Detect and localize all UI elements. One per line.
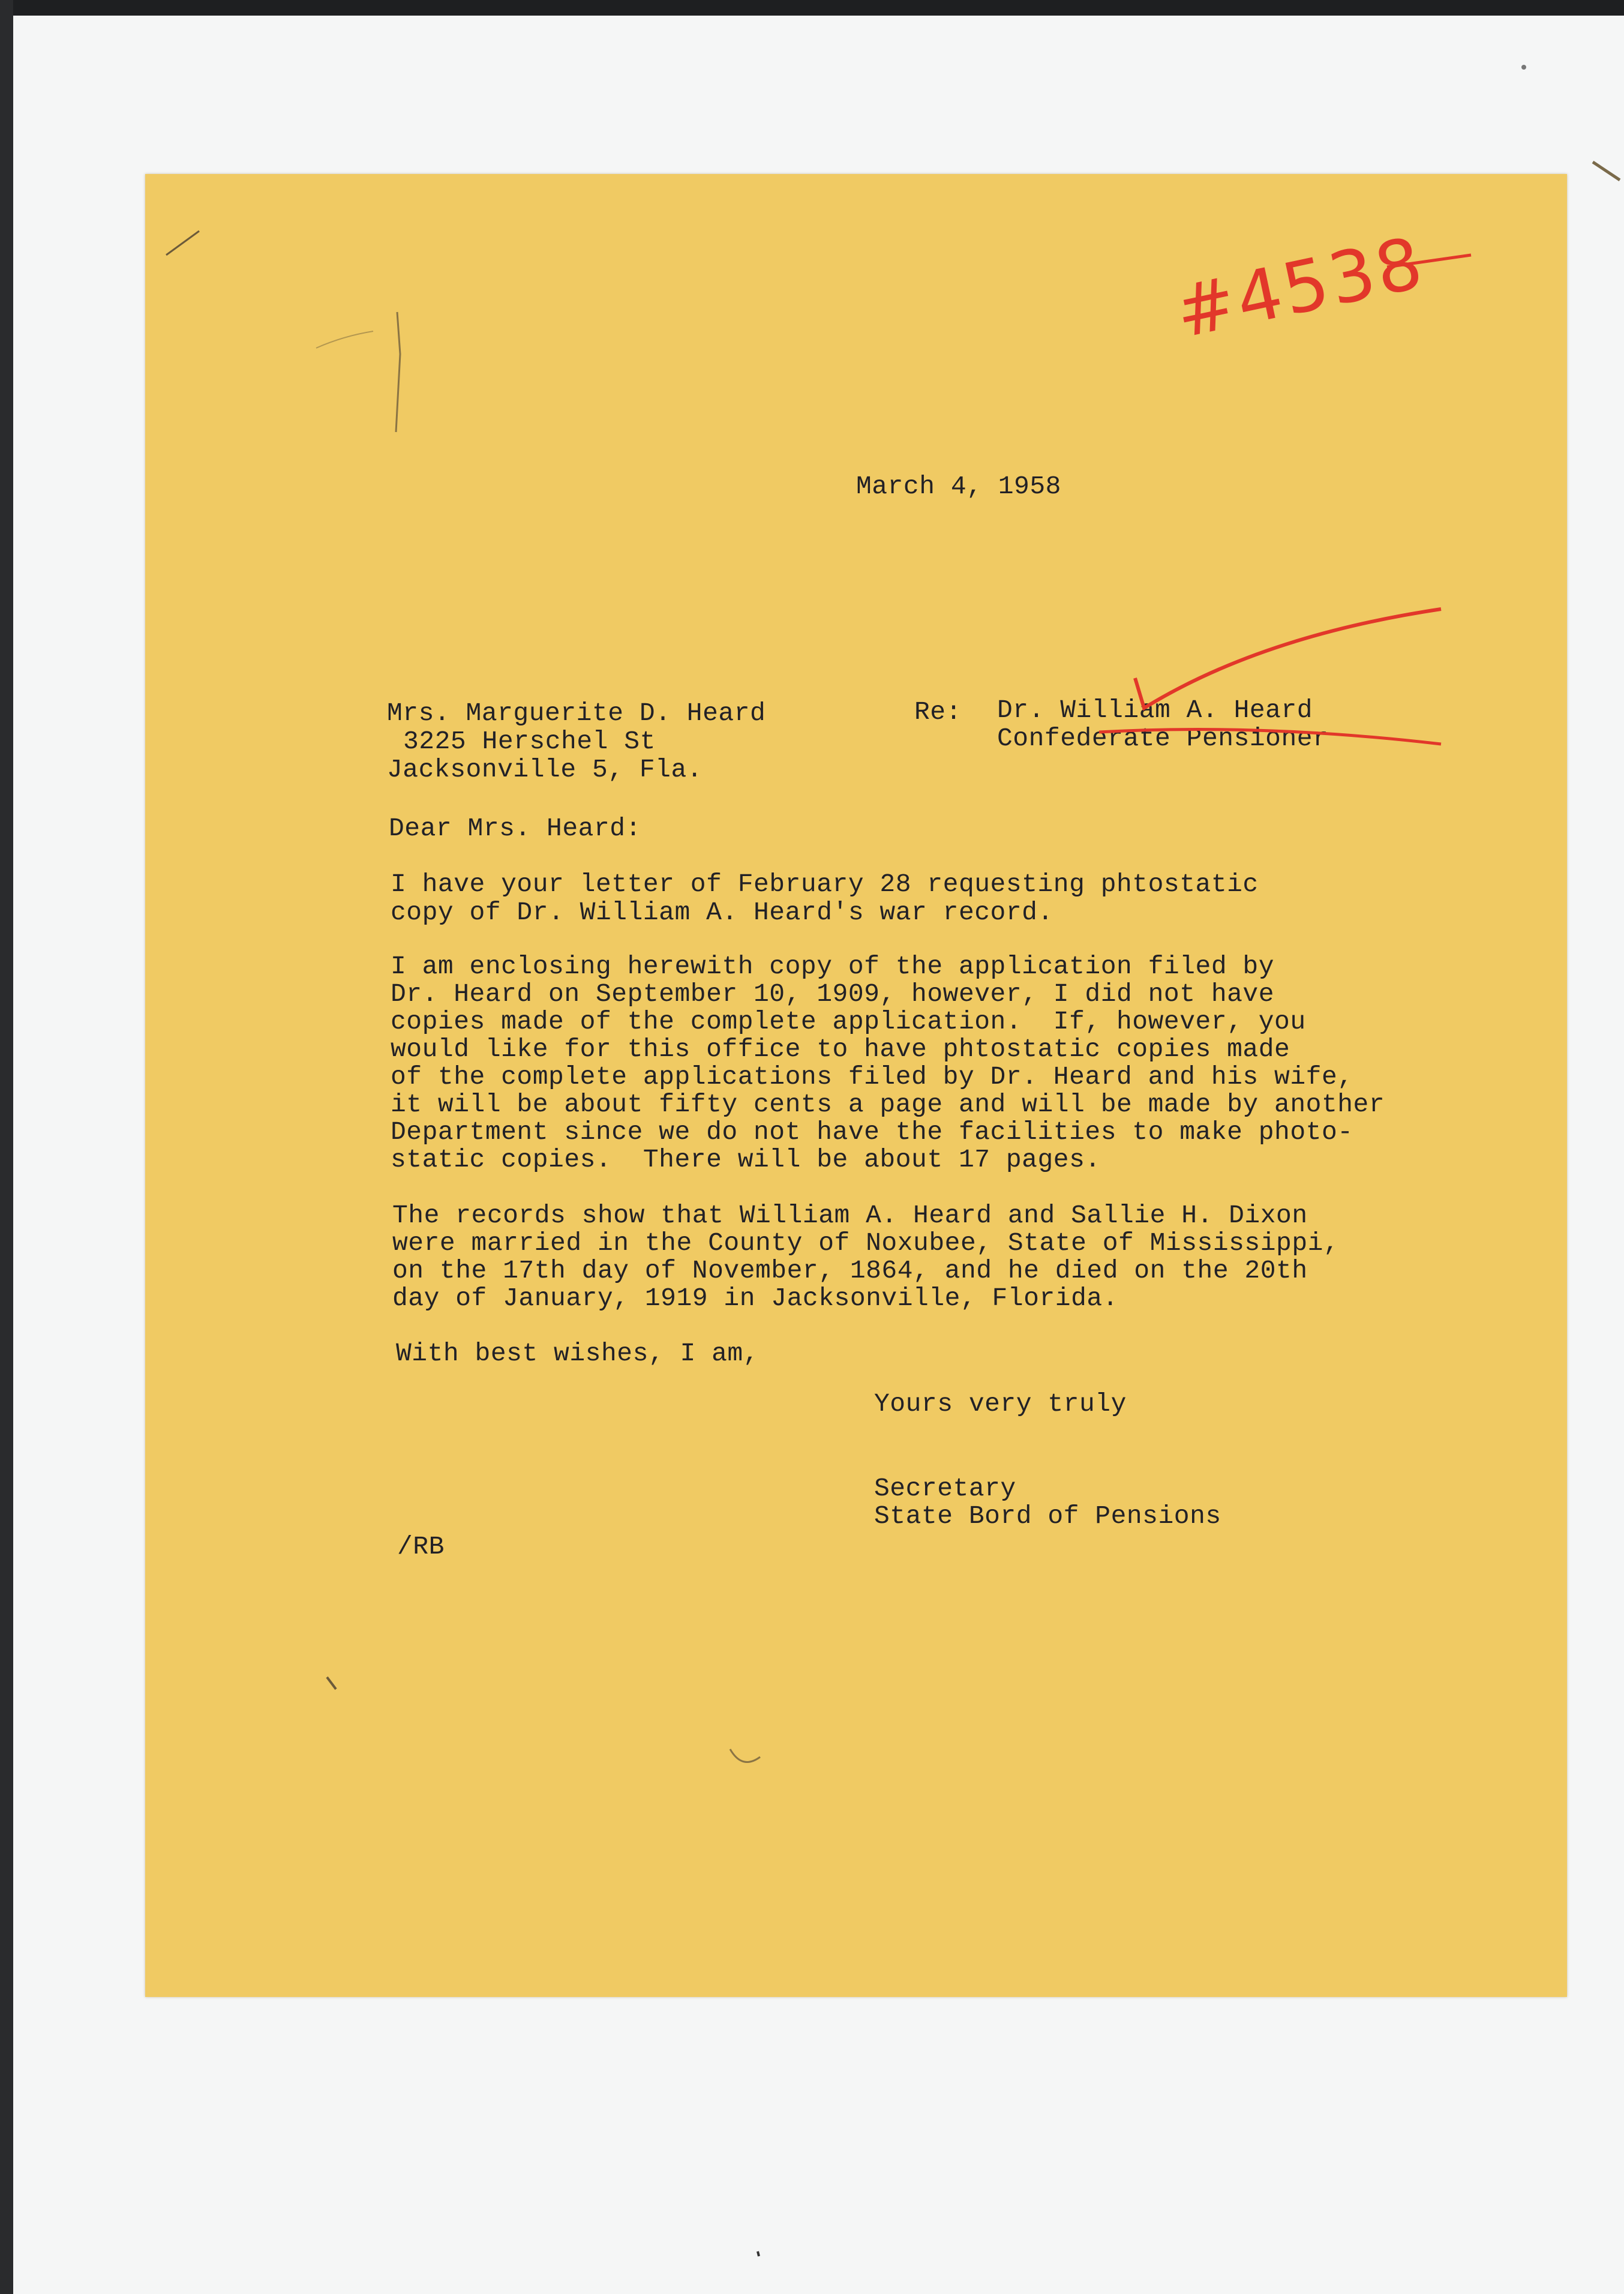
re-label: Re: (914, 697, 962, 727)
paragraph-2-line: Dr. Heard on September 10, 1909, however, I did not have (391, 979, 1275, 1009)
paragraph-3-line: day of January, 1919 in Jacksonville, Florida. (392, 1284, 1118, 1313)
handwritten-file-number: #4538 (1168, 220, 1431, 355)
signature-office: State Bord of Pensions (874, 1501, 1221, 1531)
letter-date: March 4, 1958 (856, 472, 1061, 501)
paragraph-1-line: I have your letter of February 28 requesting phtostatic (391, 869, 1259, 899)
paragraph-2-line: Department since we do not have the facilities to make photo- (391, 1117, 1353, 1147)
paragraph-3-line: The records show that William A. Heard and Sallie H. Dixon (392, 1201, 1308, 1230)
recipient-city: Jacksonville 5, Fla. (387, 755, 703, 784)
paragraph-3-line: were married in the County of Noxubee, State of Mississippi, (392, 1228, 1340, 1258)
paragraph-2-line: it will be about fifty cents a page and will be made by another (391, 1090, 1385, 1119)
recipient-name: Mrs. Marguerite D. Heard (387, 698, 766, 728)
paragraph-1-line: copy of Dr. William A. Heard's war record. (391, 898, 1053, 927)
re-line-1: Dr. William A. Heard (997, 695, 1313, 725)
paragraph-2-line: I am enclosing herewith copy of the application filed by (391, 952, 1275, 981)
paragraph-3-line: on the 17th day of November, 1864, and he died on the 20th (392, 1256, 1308, 1285)
signature-title: Secretary (874, 1474, 1016, 1503)
paragraph-2-line: would like for this office to have phtostatic copies made (391, 1034, 1290, 1064)
closing-line: With best wishes, I am, (396, 1339, 759, 1368)
paragraph-2-line: static copies. There will be about 17 pages. (391, 1145, 1101, 1174)
paragraph-2-line: of the complete applications filed by Dr. Heard and his wife, (391, 1062, 1353, 1091)
complimentary-close: Yours very truly (874, 1389, 1127, 1419)
paragraph-2-line: copies made of the complete application. If, however, you (391, 1007, 1306, 1036)
re-line-2: Confederate Pensioner (997, 724, 1329, 753)
recipient-street: 3225 Herschel St (403, 727, 656, 756)
salutation: Dear Mrs. Heard: (389, 814, 641, 843)
typist-initials: /RB (397, 1532, 445, 1561)
